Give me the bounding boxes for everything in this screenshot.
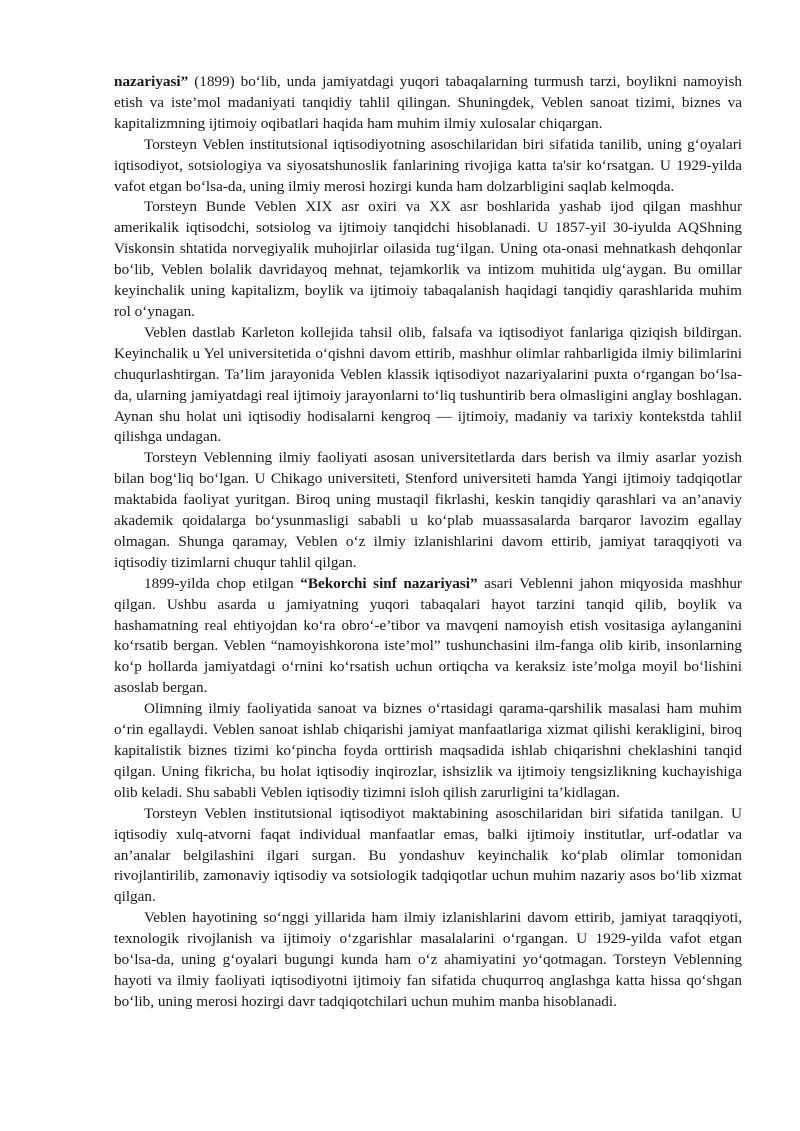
paragraph-6-after: asari Veblenni jahon miqyosida mashhur qilgan. Ushbu asarda u jamiyatning yuqori tabaqalari hayot tarzini tanqid qilib, boylik va hashamatning real ehtiyojdan ko‘ra obro‘-e’tibor va mavqeni namoyish etish vositasiga aylanganini ko‘rsatib bergan. Veblen “namoyishkorona iste’mol” tushunchasini ilm-fanga olib kirib, insonlarning ko‘p hollarda jamiyatdagi o‘rnini ko‘rsatish uchun ortiqcha va keraksiz iste’molga moyil bo‘lishini asoslab bergan. — [114, 574, 742, 697]
paragraph-1-text: (1899) bo‘lib, unda jamiyatdagi yuqori tabaqalarning turmush tarzi, boylikni namoyish etish va iste’mol madaniyati tanqidiy tahlil qilingan. Shuningdek, Veblen sanoat tizimi, biznes va kapitalizmning ijtimoiy oqibatlari haqida ham muhim ilmiy xulosalar chiqargan. — [114, 73, 742, 132]
paragraph-4: Veblen dastlab Karleton kollejida tahsil olib, falsafa va iqtisodiyot fanlariga qiziqish bildirgan. Keyinchalik u Yel universitetida o‘qishni davom ettirib, mashhur olimlar rahbarligida ilmiy bilimlarini chuqurlashtirgan. Ta’lim jarayonida Veblen klassik iqtisodiyot nazariyalarini puxta o‘rgangan bo‘lsa-da, ularning jamiyatdagi real ijtimoiy jarayonlarni to‘liq tushuntirib bera olmasligini anglay boshlagan. Aynan shu holat uni iqtisodiy hodisalarni kengroq — ijtimoiy, madaniy va tarixiy kontekstda tahlil qilishga undagan. — [114, 323, 742, 446]
paragraph-8: Torsteyn Veblen institutsional iqtisodiyot maktabining asoschilaridan biri sifatida tanilgan. U iqtisodiy xulq-atvorni faqat individual manfaatlar emas, balki ijtimoiy institutlar, urf-odatlar va an’analar belgilashini ilgari surgan. Bu yondashuv keyinchalik ko‘plab olimlar tomonidan rivojlantirilib, zamonaviy iqtisodiy va sotsiologik tadqiqotlar uchun muhim nazariy asos bo‘lib xizmat qilgan. — [114, 804, 742, 906]
paragraph-1 — [114, 72, 742, 135]
paragraph-3: Torsteyn Bunde Veblen XIX asr oxiri va XX asr boshlarida yashab ijod qilgan mashhur amerikalik iqtisodchi, sotsiolog va ijtimoiy tanqidchi hisoblanadi. U 1857-yil 30-iyulda AQShning Viskonsin shtatida norvegiyalik muhojirlar oilasida tug‘ilgan. Uning ota-onasi mehnatkash dehqonlar bo‘lib, Veblen bolalik davridayoq mehnat, tejamkorlik va intizom muhitida ulg‘aygan. Bu omillar keyinchalik uning kapitalizm, boylik va ijtimoiy tabaqalanish haqidagi tanqidiy qarashlarida muhim rol o‘ynagan. — [114, 198, 742, 320]
book-title: “Bekorchi sinf nazariyasi” — [300, 574, 478, 592]
paragraph-6-before: 1899-yilda chop etilgan — [144, 574, 301, 592]
paragraph-5: Torsteyn Veblenning ilmiy faoliyati asosan universitetlarda dars berish va ilmiy asarlar yozish bilan bog‘liq bo‘lgan. U Chikago universiteti, Stenford universiteti hamda Yangi ijtimoiy tadqiqotlar maktabida faoliyat yuritgan. Biroq uning mustaqil fikrlashi, keskin tanqidiy qarashlari va an’anaviy akademik qoidalarga bo‘ysunmasligi sababli u ko‘plab muassasalarda barqaror lavozim egallay olmagan. Shunga qaramay, Veblen o‘z ilmiy izlanishlarini davom ettirib, jamiyat taraqqiyoti va iqtisodiy tizimlarni chuqur tahlil qilgan. — [114, 449, 742, 571]
paragraph-2: Torsteyn Veblen institutsional iqtisodiyotning asoschilaridan biri sifatida tanilib, uning g‘oyalari iqtisodiyot, sotsiologiya va siyosatshunoslik fanlarining rivojiga katta ta'sir ko‘rsatgan. U 1929-yilda vafot etgan bo‘lsa-da, uning ilmiy merosi hozirgi kunda ham dolzarbligini saqlab kelmoqda. — [114, 135, 742, 195]
document-body — [114, 72, 742, 1013]
paragraph-9: Veblen hayotining so‘nggi yillarida ham ilmiy izlanishlarini davom ettirib, jamiyat taraqqiyoti, texnologik rivojlanish va ijtimoiy o‘zgarishlar masalalarini o‘rgangan. U 1929-yilda vafot etgan bo‘lsa-da, uning g‘oyalari bugungi kunda ham o‘z ahamiyatini yo‘qotmagan. Torsteyn Veblenning hayoti va ilmiy faoliyati iqtisodiyotni ijtimoiy fan sifatida chuqurroq anglashga katta hissa qo‘shgan bo‘lib, uning merosi hozirgi davr tadqiqotchilari uchun muhim manba hisoblanadi. — [114, 909, 742, 1010]
paragraph-1-lead-bold: nazariyasi” — [114, 73, 189, 90]
paragraph-6 — [114, 574, 742, 699]
paragraph-7: Olimning ilmiy faoliyatida sanoat va biznes o‘rtasidagi qarama-qarshilik masalasi ham muhim o‘rin egallaydi. Veblen sanoat ishlab chiqarishi jamiyat manfaatlariga xizmat qilishi kerakligini, biroq kapitalistik biznes tizimi ko‘pincha foyda orttirish maqsadida ishlab chiqarishni cheklashini tanqid qilgan. Uning fikricha, bu holat iqtisodiy inqirozlar, ishsizlik va ijtimoiy tengsizlikning kuchayishiga olib keladi. Shu sababli Veblen iqtisodiy tizimni isloh qilish zarurligini ta’kidlagan. — [114, 700, 742, 801]
